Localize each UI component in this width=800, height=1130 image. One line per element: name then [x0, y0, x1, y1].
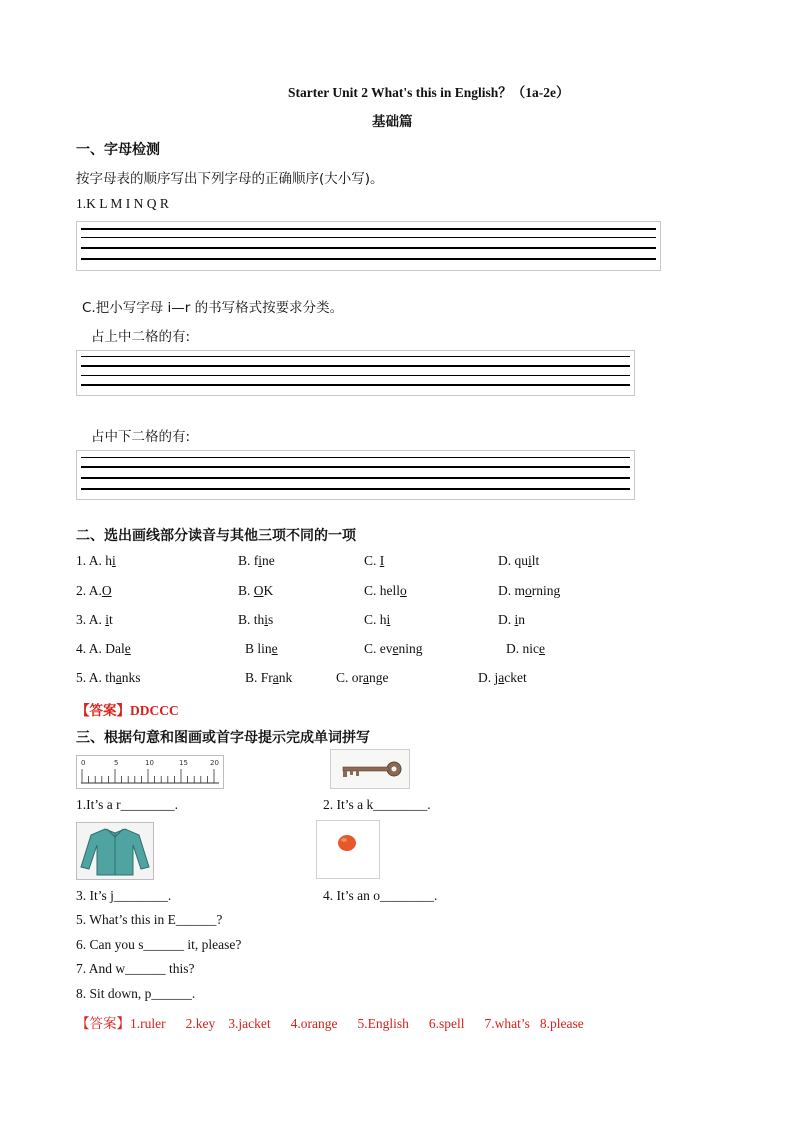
underlined-letter: i: [105, 612, 110, 627]
underlined-letter: a: [272, 670, 279, 685]
ruler-tick-label: 0: [81, 759, 86, 767]
section3-q8: 8. Sit down, p______.: [76, 986, 196, 1001]
ruler-tick-label: 5: [114, 759, 119, 767]
underlined-letter: i: [528, 553, 532, 568]
underlined-letter: e: [271, 641, 278, 656]
q5-option-b: [245, 670, 292, 686]
underlined-letter: I: [379, 553, 385, 568]
answer-item: 3.jacket: [228, 1016, 271, 1031]
answer-item: 5.English: [357, 1016, 409, 1031]
q3-option-b: [238, 612, 273, 628]
option-text: ning: [398, 641, 423, 656]
option-text: lt: [531, 553, 540, 568]
option-text: D.: [498, 612, 515, 627]
option-text: D. j: [478, 670, 499, 685]
underlined-letter: o: [525, 583, 532, 598]
option-text: B. f: [238, 553, 259, 568]
answer-item: 7.what’s: [484, 1016, 530, 1031]
option-text: B lin: [245, 641, 272, 656]
answer-label: 【答案】: [76, 1016, 130, 1031]
underlined-letter: O: [253, 583, 264, 598]
option-text: C. ev: [364, 641, 393, 656]
option-text: 2. A.: [76, 583, 102, 598]
underlined-letter: i: [514, 612, 519, 627]
ruler-image: [76, 755, 224, 789]
q1-option-d: [498, 553, 539, 569]
answer-item: 6.spell: [428, 1016, 465, 1031]
page-subtitle: 基础篇: [372, 114, 413, 130]
writing-line: [81, 258, 656, 260]
q1-option-c: [364, 553, 384, 569]
option-text: ne: [262, 553, 275, 568]
answer-item: 2.key: [185, 1016, 216, 1031]
section3-q4: 4. It’s an o________.: [323, 888, 438, 903]
q2-option-c: [364, 583, 407, 599]
lower-label: 占中下二格的有:: [91, 429, 191, 445]
option-text: nge: [369, 670, 389, 685]
underlined-letter: i: [112, 553, 116, 568]
option-text: nk: [278, 670, 293, 685]
q5-option-a: [76, 670, 141, 686]
q5-option-c: [336, 670, 389, 686]
section3-q5: 5. What’s this in E______?: [76, 912, 223, 927]
underlined-letter: o: [400, 583, 407, 598]
writing-lines-3[interactable]: [76, 450, 635, 500]
q4-option-b: [245, 641, 278, 657]
option-text: B. Fr: [245, 670, 273, 685]
option-text: cket: [504, 670, 527, 685]
option-text: 5. A. th: [76, 670, 116, 685]
orange-icon: [317, 821, 379, 878]
underlined-letter: i: [264, 612, 269, 627]
option-text: 4. A. Dal: [76, 641, 125, 656]
option-text: D. nic: [506, 641, 539, 656]
underlined-letter: O: [101, 583, 112, 598]
option-text: C. h: [364, 612, 387, 627]
option-text: D. m: [498, 583, 525, 598]
underlined-letter: a: [115, 670, 122, 685]
q4-option-d: [506, 641, 545, 657]
section3-heading: 三、根据句意和图画或首字母提示完成单词拼写: [76, 730, 370, 746]
q2-option-a: [76, 583, 112, 599]
writing-line: [81, 457, 630, 458]
writing-line: [81, 228, 656, 230]
option-text: rning: [531, 583, 561, 598]
ruler-tick-label: 10: [145, 759, 154, 767]
writing-line: [81, 375, 630, 376]
ruler-tick-label: 15: [179, 759, 188, 767]
option-text: C.: [364, 553, 380, 568]
q2-option-b: [238, 583, 273, 599]
jacket-icon: [77, 823, 153, 879]
section2-answer: 【答案】DDCCC: [76, 703, 179, 718]
option-text: 3. A.: [76, 612, 106, 627]
writing-line: [81, 365, 630, 367]
underlined-letter: i: [386, 612, 391, 627]
writing-line: [81, 384, 630, 386]
upper-label: 占上中二格的有:: [91, 329, 191, 345]
page-title: Starter Unit 2 What's this in English？（1a-2e）: [288, 85, 570, 100]
section3-answer: [76, 1012, 584, 1032]
section1-q2: C.把小写字母 i—r 的书写格式按要求分类。: [82, 300, 344, 316]
underlined-letter: i: [258, 553, 263, 568]
writing-line: [81, 356, 630, 357]
section3-q1: 1.It’s a r________.: [76, 797, 178, 812]
underlined-letter: e: [124, 641, 131, 656]
option-text: D. qu: [498, 553, 528, 568]
ruler-tick-label: 20: [210, 759, 219, 767]
writing-line: [81, 237, 656, 238]
section3-q3: 3. It’s j________.: [76, 888, 172, 903]
section1-instruction: 按字母表的顺序写出下列字母的正确顺序(大小写)。: [76, 171, 384, 187]
q3-option-c: [364, 612, 390, 628]
q1-option-b: [238, 553, 275, 569]
writing-line: [81, 477, 630, 479]
key-image: [330, 749, 410, 789]
section2-heading: 二、选出画线部分读音与其他三项不同的一项: [76, 528, 356, 544]
orange-image: [316, 820, 380, 879]
q4-option-c: [364, 641, 423, 657]
key-icon: [331, 750, 409, 788]
option-text: n: [518, 612, 526, 627]
option-text: nks: [121, 670, 141, 685]
option-text: K: [263, 583, 274, 598]
option-text: C. or: [336, 670, 363, 685]
answer-item: 4.orange: [290, 1016, 338, 1031]
answer-item: 8.please: [539, 1016, 584, 1031]
option-text: B. th: [238, 612, 265, 627]
section3-q7: 7. And w______ this?: [76, 961, 195, 976]
option-text: t: [109, 612, 113, 627]
ruler-icon: [77, 756, 223, 788]
underlined-letter: e: [539, 641, 545, 656]
q3-option-d: [498, 612, 525, 628]
option-text: h: [105, 553, 113, 568]
underlined-letter: a: [363, 670, 369, 685]
section3-q2: 2. It’s a k________.: [323, 797, 431, 812]
writing-line: [81, 247, 656, 249]
section1-heading: 一、字母检测: [76, 142, 160, 158]
writing-lines-2[interactable]: [76, 350, 635, 396]
option-text: s: [268, 612, 274, 627]
option-text: B.: [238, 583, 254, 598]
section1-q1: 1.K L M I N Q R: [76, 196, 169, 211]
underlined-letter: a: [498, 670, 505, 685]
q3-option-a: [76, 612, 113, 628]
jacket-image: [76, 822, 154, 880]
writing-lines-1[interactable]: [76, 221, 661, 271]
option-text: C. hell: [364, 583, 400, 598]
underlined-letter: e: [392, 641, 399, 656]
writing-line: [81, 466, 630, 468]
writing-line: [81, 488, 630, 490]
q1-option-a: [76, 553, 116, 569]
q4-option-a: [76, 641, 131, 657]
q5-option-d: [478, 670, 527, 686]
answer-item: 1.ruler: [130, 1016, 166, 1031]
q2-option-d: [498, 583, 560, 599]
option-text: 1. A.: [76, 553, 106, 568]
section3-q6: 6. Can you s______ it, please?: [76, 937, 242, 952]
